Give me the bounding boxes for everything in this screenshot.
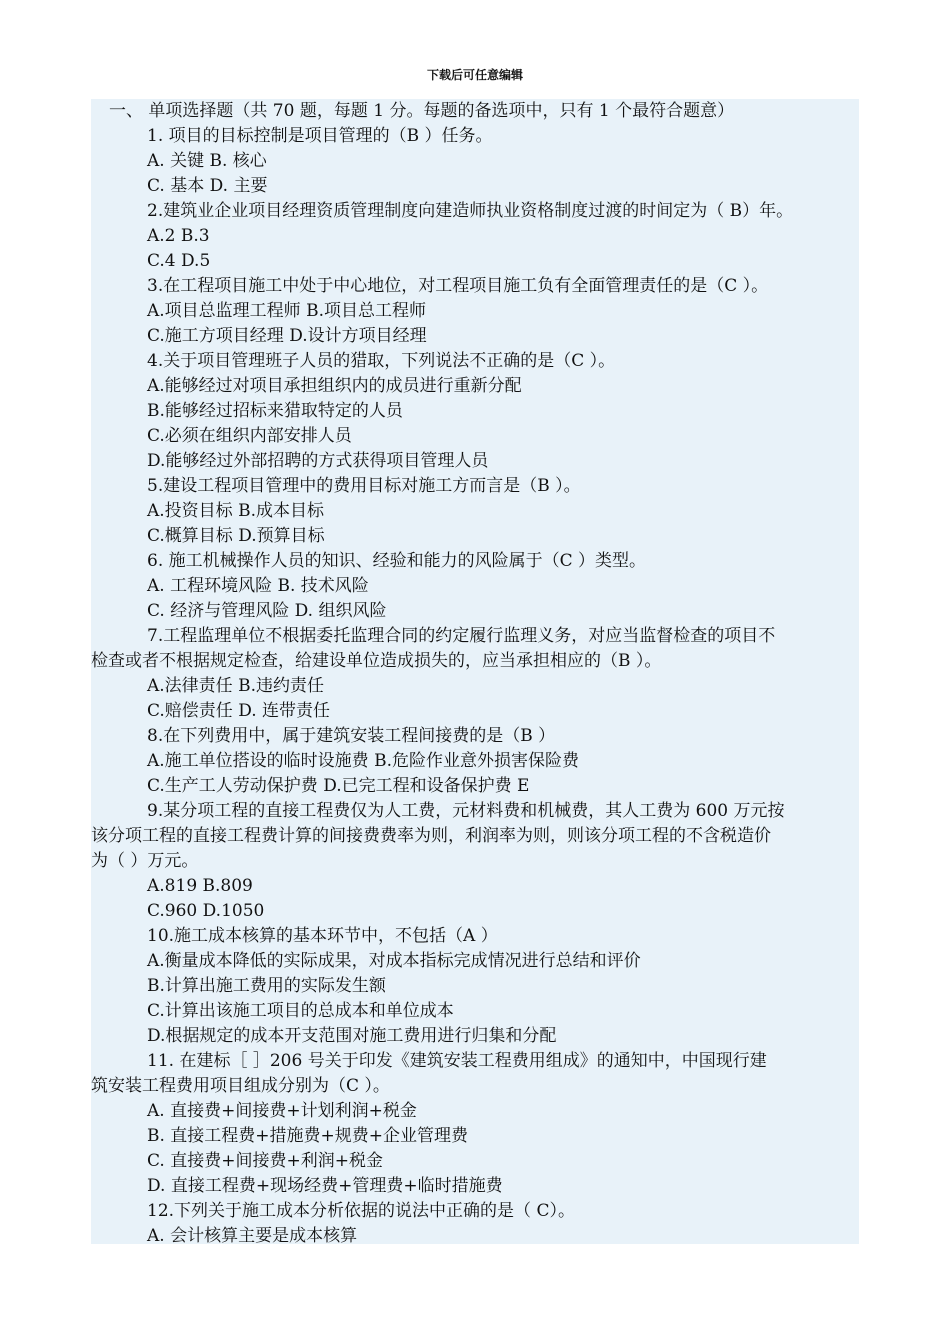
section-title: 一、 单项选择题（共 70 题，每题 1 分。每题的备选项中，只有 1 个最符合题意） — [109, 101, 735, 121]
question-line: A. 工程环境风险 B. 技术风险 — [147, 576, 369, 596]
question-line: C. 经济与管理风险 D. 组织风险 — [147, 601, 387, 621]
question-line: D.根据规定的成本开支范围对施工费用进行归集和分配 — [147, 1026, 557, 1046]
question-line: C. 直接费+间接费+利润+税金 — [147, 1151, 383, 1171]
page-header: 下载后可任意编辑 — [426, 68, 523, 82]
question-line: A.投资目标 B.成本目标 — [147, 501, 324, 521]
question-line: A.2 B.3 — [147, 226, 210, 246]
question-line: D. 直接工程费+现场经费+管理费+临时措施费 — [147, 1176, 503, 1196]
question-line: D.能够经过外部招聘的方式获得项目管理人员 — [147, 451, 489, 471]
question-line: A. 会计核算主要是成本核算 — [147, 1226, 358, 1246]
question-line: 该分项工程的直接工程费计算的间接费费率为则，利润率为则，则该分项工程的不含税造价 — [91, 826, 771, 846]
question-line: C.960 D.1050 — [147, 901, 265, 921]
question-line: 筑安装工程费用项目组成分别为（C ）。 — [91, 1076, 390, 1096]
question-line: 10.施工成本核算的基本环节中，不包括（A ） — [147, 926, 498, 946]
question-line: 5.建设工程项目管理中的费用目标对施工方而言是（B ）。 — [147, 476, 581, 496]
question-line: B.计算出施工费用的实际发生额 — [147, 976, 386, 996]
question-line: 6. 施工机械操作人员的知识、经验和能力的风险属于（C ）类型。 — [147, 551, 647, 571]
question-line: 4.关于项目管理班子人员的猎取，下列说法不正确的是（C ）。 — [147, 351, 616, 371]
question-line: 12.下列关于施工成本分析依据的说法中正确的是（ C）。 — [147, 1201, 575, 1221]
question-line: A.衡量成本降低的实际成果，对成本指标完成情况进行总结和评价 — [147, 951, 641, 971]
question-line: C.赔偿责任 D. 连带责任 — [147, 701, 331, 721]
question-line: C.施工方项目经理 D.设计方项目经理 — [147, 326, 427, 346]
question-line: A.能够经过对项目承担组织内的成员进行重新分配 — [147, 376, 522, 396]
question-line: C.概算目标 D.预算目标 — [147, 526, 325, 546]
question-line: 9.某分项工程的直接工程费仅为人工费，元材料费和机械费，其人工费为 600 万元按 — [147, 801, 785, 821]
question-line: 7.工程监理单位不根据委托监理合同的约定履行监理义务，对应当监督检查的项目不 — [147, 626, 776, 646]
question-line: 为（ ）万元。 — [91, 851, 199, 871]
question-line: 2.建筑业企业项目经理资质管理制度向建造师执业资格制度过渡的时间定为（ B）年。 — [147, 201, 794, 221]
question-line: 检查或者不根据规定检查，给建设单位造成损失的，应当承担相应的（B ）。 — [91, 651, 662, 671]
question-line: C.生产工人劳动保护费 D.已完工程和设备保护费 E — [147, 776, 530, 796]
question-line: 11. 在建标［ ］206 号关于印发《建筑安装工程费用组成》的通知中，中国现行建 — [147, 1051, 767, 1071]
question-line: C.4 D.5 — [147, 251, 211, 271]
question-line: A.法律责任 B.违约责任 — [147, 676, 324, 696]
question-line: B. 直接工程费+措施费+规费+企业管理费 — [147, 1126, 469, 1146]
question-line: A. 关键 B. 核心 — [147, 151, 267, 171]
question-lines — [91, 124, 859, 1249]
question-line: C. 基本 D. 主要 — [147, 176, 268, 196]
document-body — [91, 99, 859, 1244]
question-line: 8.在下列费用中，属于建筑安装工程间接费的是（B ） — [147, 726, 556, 746]
question-line: A.项目总监理工程师 B.项目总工程师 — [147, 301, 426, 321]
question-line: B.能够经过招标来猎取特定的人员 — [147, 401, 403, 421]
question-line: C.必须在组织内部安排人员 — [147, 426, 352, 446]
question-line: A.施工单位搭设的临时设施费 B.危险作业意外损害保险费 — [147, 751, 579, 771]
question-line: A.819 B.809 — [147, 876, 253, 896]
question-line: 3.在工程项目施工中处于中心地位，对工程项目施工负有全面管理责任的是（C ）。 — [147, 276, 769, 296]
question-line: 1. 项目的目标控制是项目管理的（B ）任务。 — [147, 126, 493, 146]
question-line: C.计算出该施工项目的总成本和单位成本 — [147, 1001, 454, 1021]
question-line: A. 直接费+间接费+计划利润+税金 — [147, 1101, 417, 1121]
